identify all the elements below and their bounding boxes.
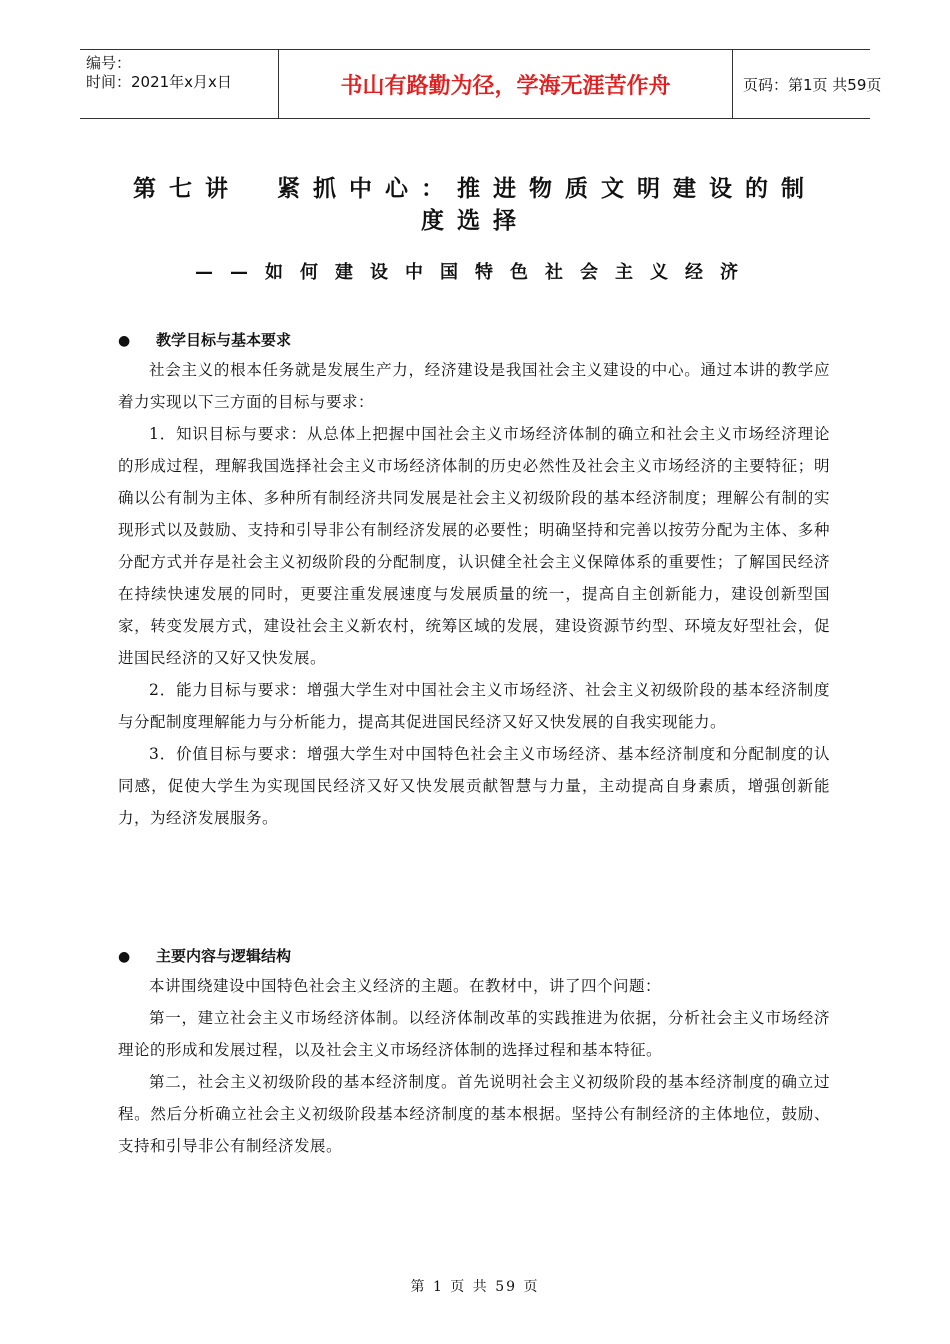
paragraph: 本讲围绕建设中国特色社会主义经济的主题。在教材中，讲了四个问题： [149, 977, 662, 995]
document-time-label: 时间：2021年x月x日 [86, 73, 232, 91]
section-heading-text: 主要内容与逻辑结构 [156, 947, 292, 965]
header-meta [80, 50, 278, 118]
paragraph: 3．价值目标与要求：增强大学生对中国特色社会主义市场经济、基本经济制度和分配制度的认同感，促使大学生为实现国民经济又好又快发展贡献智慧与力量，主动提高自身素质，增强创新能力，为经济发展服务。 [118, 745, 830, 827]
paragraph: 第一，建立社会主义市场经济体制。以经济体制改革的实践推进为依据，分析社会主义市场经济理论的形成和发展过程，以及社会主义市场经济体制的选择过程和基本特征。 [118, 1009, 830, 1059]
section-heading-objectives [118, 330, 291, 351]
document-number-label: 编号： [86, 54, 132, 72]
section-body-objectives [118, 354, 830, 834]
paragraph: 第二，社会主义初级阶段的基本经济制度。首先说明社会主义初级阶段的基本经济制度的确立过程。然后分析确立社会主义初级阶段基本经济制度的基本根据。坚持公有制经济的主体地位，鼓励、支持和引导非公有制经济发展。 [118, 1073, 830, 1155]
section-heading-text: 教学目标与基本要求 [156, 331, 292, 349]
bullet-icon: ● [118, 333, 131, 349]
lecture-title: 第七讲 紧抓中心：推进物质文明建设的制度选择 [133, 176, 817, 234]
paragraph: 1．知识目标与要求：从总体上把握中国社会主义市场经济体制的确立和社会主义市场经济理论的形成过程，理解我国选择社会主义市场经济体制的历史必然性及社会主义市场经济的主要特征；明确以公有制为主体、多种所有制经济共同发展是社会主义初级阶段的基本经济制度；理解公有制的实现形式以及鼓励、支持和引导非公有制经济发展的必要性；明确坚持和完善以按劳分配为主体、多种分配方式并存是社会主义初级阶段的分配制度，认识健全社会主义保障体系的重要性；了解国民经济在持续快速发展的同时，更要注重发展速度与发展质量的统一，提高自主创新能力，建设创新型国家，转变发展方式，建设社会主义新农村，统筹区域的发展，建设资源节约型、环境友好型社会，促进国民经济的又好又快发展。 [118, 425, 830, 667]
section-body-content [118, 970, 830, 1162]
page-header [80, 49, 882, 119]
header-page-code: 页码：第1页 共59页 [743, 75, 882, 94]
paragraph: 社会主义的根本任务就是发展生产力，经济建设是我国社会主义建设的中心。通过本讲的教学应着力实现以下三方面的目标与要求： [118, 361, 830, 411]
bullet-icon: ● [118, 949, 131, 965]
lecture-subtitle: ——如何建设中国特色社会主义经济 [195, 262, 755, 283]
header-motto: 书山有路勤为径，学海无涯苦作舟 [278, 50, 733, 118]
section-heading-content [118, 946, 291, 967]
page-footer: 第 1 页 共 59 页 [410, 1279, 540, 1295]
paragraph: 2．能力目标与要求：增强大学生对中国社会主义市场经济、社会主义初级阶段的基本经济制度与分配制度理解能力与分析能力，提高其促进国民经济又好又快发展的自我实现能力。 [118, 681, 830, 731]
